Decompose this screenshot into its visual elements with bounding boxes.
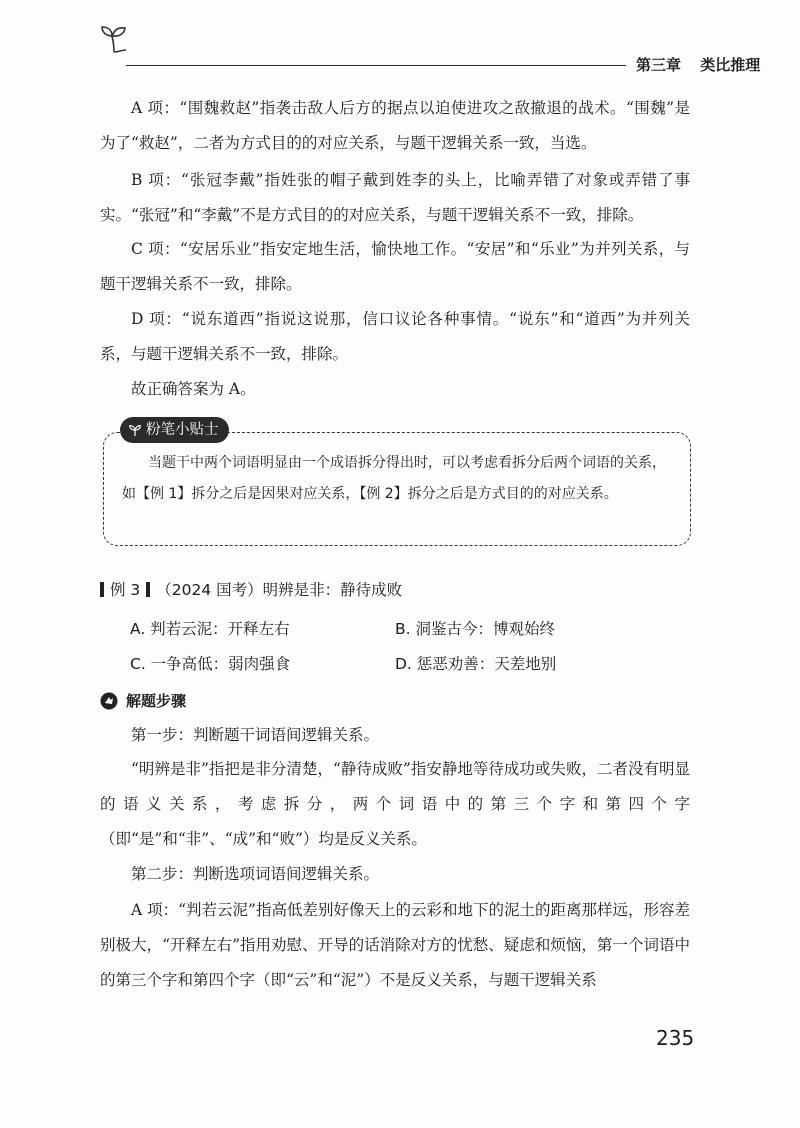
chapter-number: 第三章 bbox=[636, 56, 682, 74]
option-d: D. 惩恶劝善：天差地别 bbox=[395, 655, 557, 673]
analysis-option-c: C 项：“安居乐业”指安定地生活，愉快地工作。“安居”和“乐业”为并列关系，与题干逻辑关系不一致，排除。 bbox=[100, 240, 690, 293]
option-c: C. 一争高低：弱肉强食 bbox=[130, 655, 291, 673]
answer-conclusion: 故正确答案为 A。 bbox=[131, 380, 256, 398]
analysis-option-a: A 项：“围魏救赵”指袭击敌人后方的据点以迫使进攻之敌撤退的战术。“围魏”是为了“救赵”，二者为方式目的的对应关系，与题干逻辑关系一致，当选。 bbox=[100, 99, 690, 152]
tip-text: 当题干中两个词语明显由一个成语拆分得出时，可以考虑看拆分后两个词语的关系，如【例 1】拆分之后是因果对应关系，【例 2】拆分之后是方式目的的对应关系。 bbox=[122, 455, 666, 502]
header-rule bbox=[126, 65, 626, 66]
analysis-option-d: D 项：“说东道西”指说这说那，信口议论各种事情。“说东”和“道西”为并列关系，与题干逻辑关系不一致，排除。 bbox=[100, 310, 690, 363]
example-stem: 明辨是非：静待成败 bbox=[262, 581, 403, 599]
example-source: （2024 国考） bbox=[156, 581, 263, 599]
solution-heading bbox=[100, 690, 186, 711]
tip-label bbox=[120, 417, 229, 443]
sprout-icon bbox=[128, 423, 142, 437]
step2-option-a: A 项：“判若云泥”指高低差别好像天上的云彩和地下的泥土的距离那样远，形容差别极大，“开释左右”指用劝慰、开导的话消除对方的忧愁、疑虑和烦恼，第一个词语中的第三个字和第四个字（即“云”和“泥”）不是反义关系，与题干逻辑关系 bbox=[100, 901, 690, 989]
step2-title: 第二步：判断选项词语间逻辑关系。 bbox=[131, 865, 380, 883]
analysis-option-b: B 项：“张冠李戴”指姓张的帽子戴到姓李的头上，比喻弄错了对象或弄错了事实。“张冠”和“李戴”不是方式目的的对应关系，与题干逻辑关系不一致，排除。 bbox=[100, 171, 690, 224]
option-b: B. 洞鉴古今：博观始终 bbox=[395, 620, 555, 638]
chapter-heading bbox=[630, 54, 760, 75]
step1-text: “明辨是非”指把是非分清楚，“静待成败”指安静地等待成功或失败，二者没有明显的语义关系，考虑拆分，两个词语中的第三个字和第四个字（即“是”和“非”、“成”和“败”）均是反义关系。 bbox=[100, 760, 690, 848]
steps-icon bbox=[100, 692, 118, 710]
step1-title: 第一步：判断题干词语间逻辑关系。 bbox=[131, 726, 380, 744]
example-title bbox=[100, 578, 402, 600]
bracket-bar bbox=[146, 582, 150, 597]
bracket-bar bbox=[100, 582, 104, 597]
option-a: A. 判若云泥：开释左右 bbox=[130, 620, 290, 638]
sprout-icon bbox=[98, 22, 130, 54]
solution-heading-text: 解题步骤 bbox=[126, 692, 187, 710]
example-number: 例 3 bbox=[110, 581, 141, 599]
tip-label-text: 粉笔小贴士 bbox=[146, 422, 219, 438]
chapter-title: 类比推理 bbox=[700, 56, 761, 74]
page-number: 235 bbox=[656, 1026, 695, 1050]
page-header bbox=[98, 22, 761, 74]
